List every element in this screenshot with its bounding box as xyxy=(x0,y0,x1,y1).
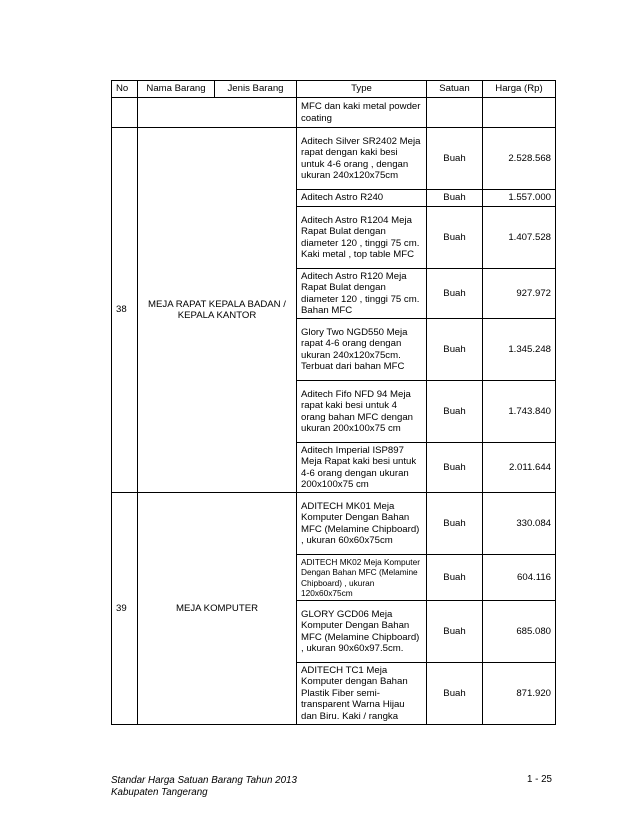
cell-satuan-empty xyxy=(427,98,483,128)
page-number: 1 - 25 xyxy=(526,774,552,785)
header-harga: Harga (Rp) xyxy=(483,81,556,98)
header-no: No xyxy=(112,81,138,98)
item-type: Aditech Fifo NFD 94 Meja rapat kaki besi untuk 4 orang bahan MFC dengan ukuran 200x100x75 cm xyxy=(297,381,427,443)
cell-type: MFC dan kaki metal powder coating xyxy=(297,98,427,128)
group-nama-39: MEJA KOMPUTER xyxy=(138,493,297,725)
item-satuan: Buah xyxy=(427,601,483,663)
item-type: Aditech Astro R1204 Meja Rapat Bulat dengan diameter 120 , tinggi 75 cm. Kaki metal , top table MFC xyxy=(297,207,427,269)
item-satuan: Buah xyxy=(427,493,483,555)
cell-no-empty xyxy=(112,98,138,128)
header-row xyxy=(112,81,556,98)
item-harga: 927.972 xyxy=(483,269,556,319)
item-type: ADITECH MK01 Meja Komputer Dengan Bahan MFC (Melamine Chipboard) , ukuran 60x60x75cm xyxy=(297,493,427,555)
item-satuan: Buah xyxy=(427,207,483,269)
item-harga: 2.528.568 xyxy=(483,128,556,190)
item-harga: 2.011.644 xyxy=(483,443,556,493)
item-harga: 1.345.248 xyxy=(483,319,556,381)
item-harga: 685.080 xyxy=(483,601,556,663)
group-no-39: 39 xyxy=(112,493,138,725)
item-satuan: Buah xyxy=(427,663,483,725)
item-satuan: Buah xyxy=(427,190,483,207)
item-type: Aditech Astro R120 Meja Rapat Bulat dengan diameter 120 , tinggi 75 cm. Bahan MFC xyxy=(297,269,427,319)
group-no-38: 38 xyxy=(112,128,138,493)
header-type: Type xyxy=(297,81,427,98)
footer-subtitle: Kabupaten Tangerang xyxy=(111,787,208,798)
item-type: ADITECH MK02 Meja Komputer Dengan Bahan MFC (Melamine Chipboard) , ukuran 120x60x75cm xyxy=(297,555,427,601)
header-satuan: Satuan xyxy=(427,81,483,98)
item-type: Glory Two NGD550 Meja rapat 4-6 orang dengan ukuran 240x120x75cm. Terbuat dari bahan MFC xyxy=(297,319,427,381)
cell-harga-empty xyxy=(483,98,556,128)
group-nama-38: MEJA RAPAT KEPALA BADAN / KEPALA KANTOR xyxy=(138,128,297,493)
item-type: Aditech Silver SR2402 Meja rapat dengan kaki besi untuk 4-6 orang , dengan ukuran 240x120x75cm xyxy=(297,128,427,190)
price-table xyxy=(111,80,556,725)
item-type: GLORY GCD06 Meja Komputer Dengan Bahan MFC (Melamine Chipboard) , ukuran 90x60x97.5cm. xyxy=(297,601,427,663)
footer xyxy=(111,775,297,799)
item-satuan: Buah xyxy=(427,269,483,319)
item-harga: 871.920 xyxy=(483,663,556,725)
item-satuan: Buah xyxy=(427,128,483,190)
footer-title: Standar Harga Satuan Barang Tahun 2013 xyxy=(111,775,297,786)
table-row xyxy=(112,128,556,190)
item-type: ADITECH TC1 Meja Komputer dengan Bahan Plastik Fiber semi-transparent Warna Hijau dan Biru. Kaki / rangka xyxy=(297,663,427,725)
item-harga: 330.084 xyxy=(483,493,556,555)
continuation-row xyxy=(112,98,556,128)
item-harga: 604.116 xyxy=(483,555,556,601)
item-harga: 1.557.000 xyxy=(483,190,556,207)
item-satuan: Buah xyxy=(427,443,483,493)
item-satuan: Buah xyxy=(427,381,483,443)
cell-nama-empty xyxy=(138,98,297,128)
header-nama-barang: Nama Barang xyxy=(138,81,215,98)
item-harga: 1.407.528 xyxy=(483,207,556,269)
table-row xyxy=(112,493,556,555)
item-satuan: Buah xyxy=(427,555,483,601)
item-satuan: Buah xyxy=(427,319,483,381)
item-type: Aditech Astro R240 xyxy=(297,190,427,207)
item-harga: 1.743.840 xyxy=(483,381,556,443)
item-type: Aditech Imperial ISP897 Meja Rapat kaki besi untuk 4-6 orang dengan ukuran 200x100x75 cm xyxy=(297,443,427,493)
header-jenis-barang: Jenis Barang xyxy=(215,81,297,98)
